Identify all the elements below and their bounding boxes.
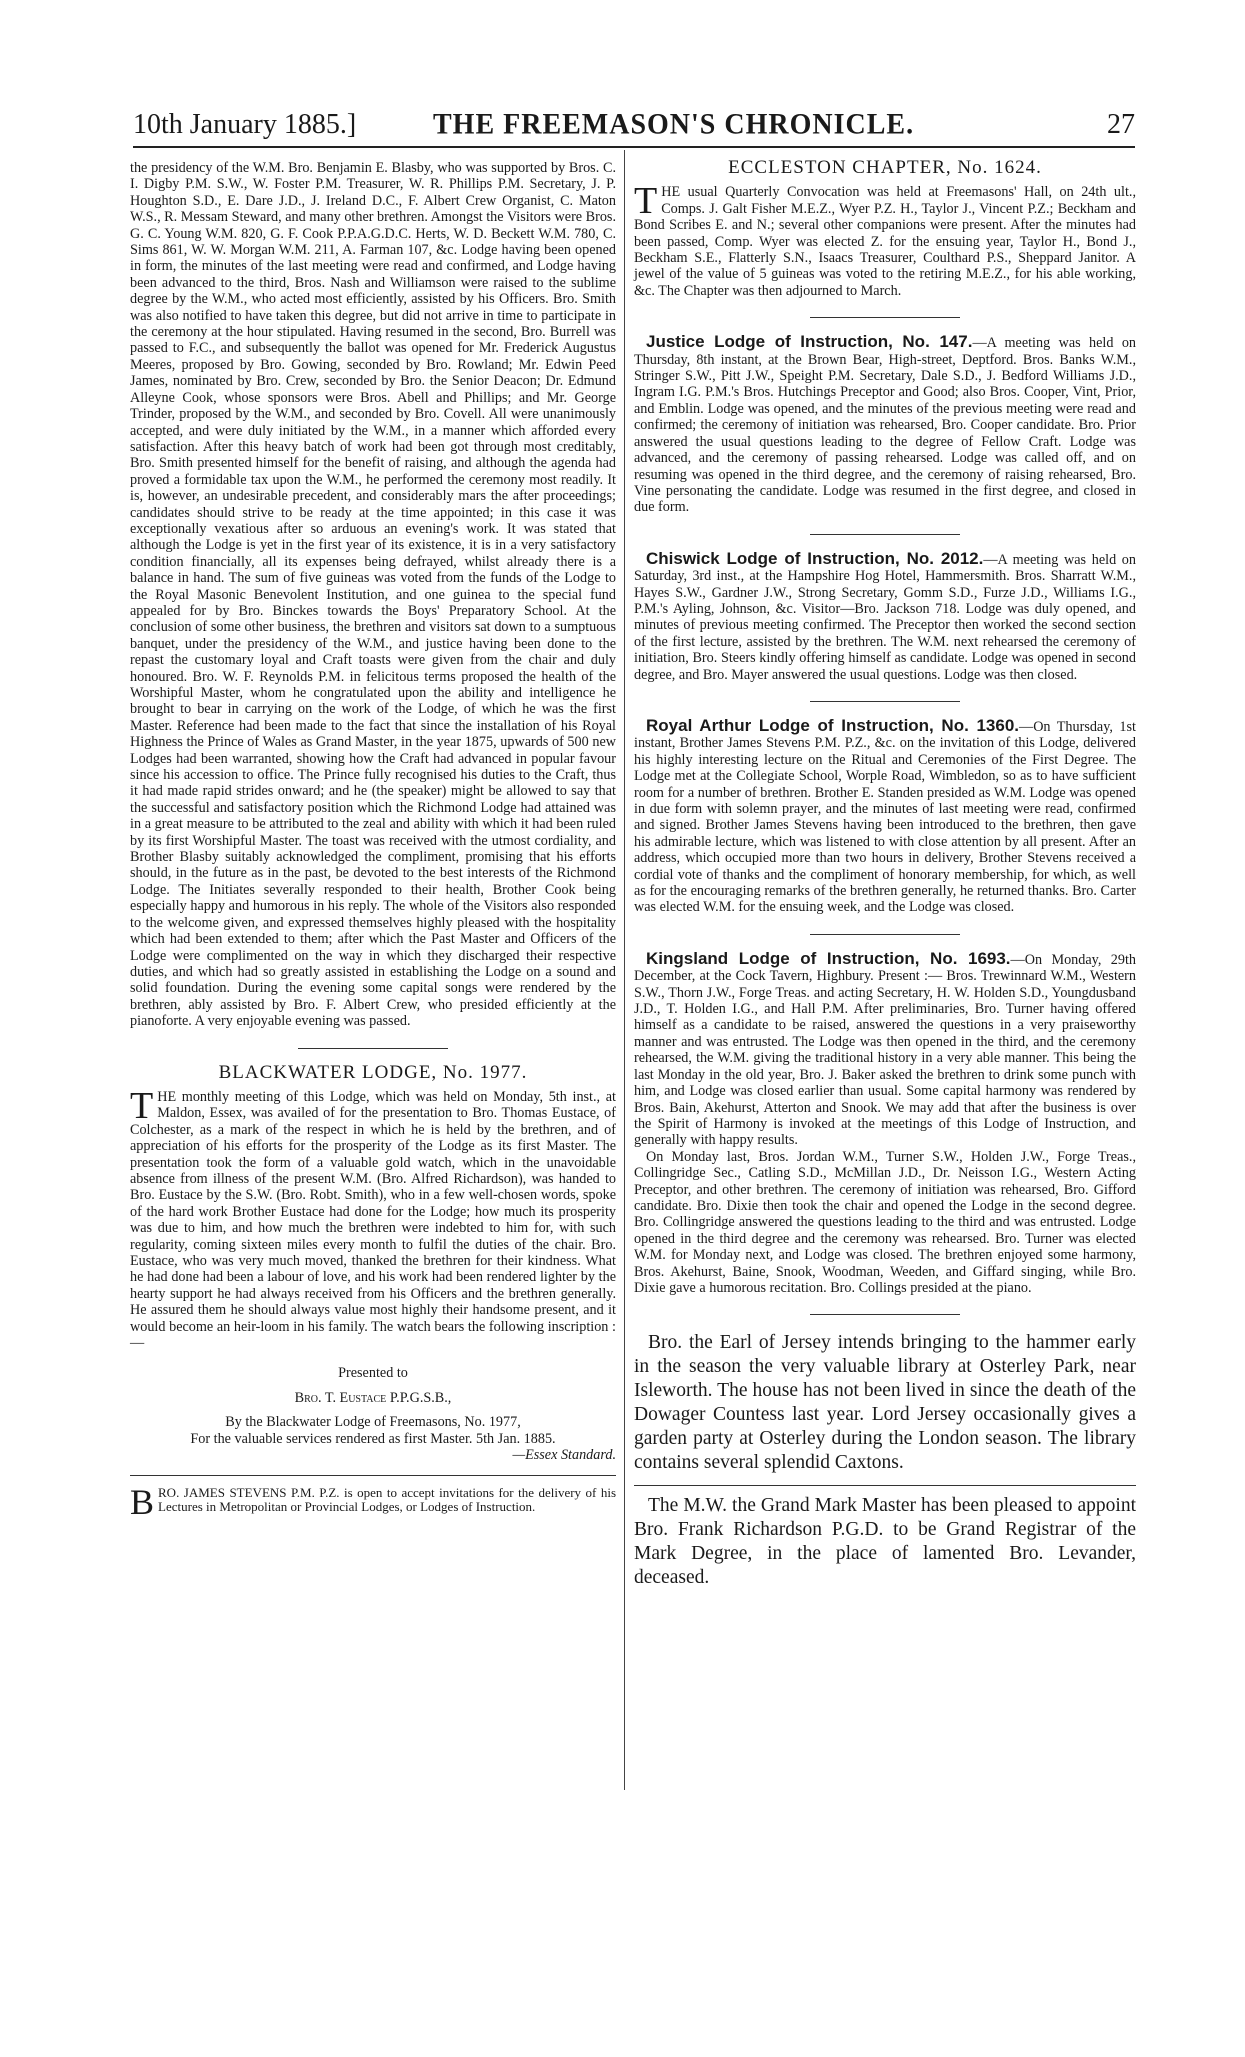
inscription-line-1: Presented to (338, 1365, 408, 1382)
header-date: 10th January 1885.] (133, 109, 357, 140)
royal-arthur-lodge-text: —On Thursday, 1st instant, Brother James Stevens P.M. P.Z., &c. on the invitation of this Lodge, delivered his highly interesting lecture on the Ritual and Ceremonies of the First Degree. The Lodge met at the Collegiate School, Worple Road, Wimbledon, so as to have sufficient room for a number of brethren. Brother E. Standen presided as W.M. Lodge was opened in due form with solemn prayer, and the minutes of last meeting were read, confirmed and signed. Brother James Stevens having been introduced to the brethren, then gave his admirable lecture, which was listened to with close attention by all present. After an address, which occupied more than two hours in delivery, Brother Stevens received a cordial vote of thanks and the compliment of honorary membership, for which, as well as for the encouraging remarks of the brethren generally, he returned thanks. Bro. Carter was elected W.M. for the ensuing week, and the Lodge was closed. (634, 718, 1136, 916)
notice-text: RO. JAMES STEVENS P.M. P.Z. is open to accept invitations for the delivery of his Lectures in Metropolitan or Provincial Lodges, or Lodges of Instruction. (158, 1485, 616, 1515)
kingsland-lodge-report (634, 948, 1136, 1149)
kingsland-lodge-text: —On Monday, 29th December, at the Cock Tavern, Highbury. Present :— Bros. Trewinnard W.M., Western S.W., Thorn J.W., Forge Treas. and acting Secretary, H. W. Holden S.D., Youngdusband J.D., T. Holden I.G., and Hall P.M. After preliminaries, Bro. Turner having offered himself as a candidate to be raised, answered the questions in a very praiseworthy manner and was entrusted. The Lodge was then opened in the third, and the ceremony rehearsed, the W.M. giving the traditional history in a very able manner. This being the last Monday in the old year, Bro. J. Baker asked the brethren to drink some punch with him, and Lodge was closed earlier than usual. Some capital harmony was rendered by Bros. Bain, Akehurst, Atterton and Snook. We may add that after the business is over the Spirit of Harmony is invoked at the meetings of this Lodge of Instruction, and generally with happy results. (634, 951, 1136, 1149)
eccleston-title: ECCLESTON CHAPTER, No. 1624. (728, 157, 1042, 178)
column-divider (624, 150, 625, 1790)
dropcap: B (130, 1482, 155, 1523)
chiswick-lodge-report (634, 548, 1136, 683)
lecture-notice (130, 1482, 616, 1523)
inscription-line-3: By the Blackwater Lodge of Freemasons, No. 1977, (225, 1414, 521, 1431)
section-separator (810, 1314, 960, 1315)
header-title: THE FREEMASON'S CHRONICLE. (433, 108, 915, 141)
right-column (634, 157, 1137, 1590)
page-header (133, 104, 1135, 148)
section-separator (810, 317, 960, 318)
royal-arthur-lodge-report (634, 715, 1136, 916)
page-number: 27 (1107, 109, 1135, 140)
news-items (634, 1331, 1136, 1590)
blackwater-article (130, 1084, 616, 1352)
notice-separator (130, 1475, 616, 1476)
section-separator (810, 934, 960, 935)
justice-lodge-report (634, 334, 1136, 515)
richmond-report-text: the presidency of the W.M. Bro. Benjamin E. Blasby, who was supported by Bros. C. I. Digby P.M. S.W., W. Foster P.M. Treasurer, W. R. Phillips P.M. Secretary, J. P. Houghton S.D., E. Dare J.D., J. Ireland D.C., F. Albert Crew Organist, C. Maton W.S., R. Messam Steward, and many other brethren. Amongst the Visitors were Bros. G. C. Young W.M. 820, G. F. Cook P.P.A.G.D.C. Herts, W. D. Beckett W.M. 780, C. Sims 861, W. W. Morgan W.M. 211, A. Farman 107, &c. Lodge having been opened in form, the minutes of the last meeting were read and confirmed, and Lodge having been advanced to the third, Bros. Nash and Williamson were raised to the sublime degree by the W.M., who acted most efficiently, assisted by his Officers. Bro. Smith was also notified to have taken this degree, but did not arrive in time to participate in the ceremony at the hour stipulated. Having resumed in the second, Bro. Burrell was passed to F.C., and subsequently the ballot was opened for Mr. Frederick Augustus Meeres, proposed by Bro. Gowing, seconded by Bro. Rowland; Mr. Edwin Peed James, nominated by Bro. Crew, seconded by Bro. the Senior Deacon; Dr. Edmund Alleyne Cook, whose sponsors were Bros. Abell and Phillips; and Mr. George Trinder, proposed by the W.M., and seconded by Bro. Covell. All were unanimously accepted, and were duly initiated by the W.M., in a manner which afforded every satisfaction. After this heavy batch of work had been got through most creditably, Bro. Smith presented himself for the benefit of raising, and although the agenda had proved a formidable tax upon the W.M., he performed the ceremony most readily. It is, however, an undesirable precedent, and considerably mars the after proceedings; candidates should strive to be ready at the time appointed; in this case it was exceptionally vexatious after so arduous an evening's work. It was stated that although the Lodge is yet in the first year of its existence, it is in a very satisfactory condition financially, all its expenses being defrayed, whilst already there is a balance in hand. The sum of five guineas was voted from the funds of the Lodge to the Royal Masonic Benevolent Institution, and one guinea to the special fund appealed for by Bro. Binckes towards the Boys' Preparatory School. At the conclusion of some other business, the brethren and visitors sat down to a sumptuous banquet, under the presidency of the W.M., and justice having been done to the repast the customary loyal and Craft toasts were given from the chair and duly honoured. Bro. W. F. Reynolds P.M. in felicitous terms proposed the health of the Worshipful Master, whom he congratulated upon the ability and intelligence he brought to bear in carrying on the work of the Lodge, of which he was the first Master. Reference had been made to the fact that since the installation of his Royal Highness the Prince of Wales as Grand Master, in the year 1875, upwards of 500 new Lodges had been warranted, showing how the Craft had advanced in popular favour since his accession to office. The Prince fully recognised his duties to the Craft, thus it had made rapid strides onward; and he (the speaker) might be allowed to say that the successful and satisfactory position which the Richmond Lodge had attained was in a great measure to be attributed to the zeal and ability with which it had been ruled by its first Worshipful Master. The toast was received with the utmost cordiality, and Brother Blasby suitably acknowledged the compliment, promising that his efforts should, in the future as in the past, be devoted to the best interests of the Richmond Lodge. The Initiates severally responded to their health, Brother Cook being especially happy and humorous in his reply. The whole of the Visitors also responded to the welcome given, and expressed themselves highly pleased with the hospitality which had been extended to them; after which the Past Master and Officers of the Lodge were complimented on the way in which they discharged their respective duties, and which had so greatly assisted in establishing the Lodge on a sound and solid foundation. During the evening some capital songs were rendered by the brethren, ably assisted by Bro. F. Albert Crew, who presided efficiently at the pianoforte. A very enjoyable evening was passed. (130, 160, 616, 1030)
news-separator (634, 1485, 1136, 1486)
news-item-grand-registrar: The M.W. the Grand Mark Master has been pleased to appoint Bro. Frank Richardson P.G.D. to be Grand Registrar of the Mark Degree, in the place of lamented Bro. Levander, deceased. (634, 1495, 1136, 1589)
chiswick-lodge-name: Chiswick Lodge of Instruction, No. 2012. (646, 548, 984, 568)
dropcap: T (130, 1084, 154, 1127)
blackwater-text: HE monthly meeting of this Lodge, which was held on Monday, 5th inst., at Maldon, Essex, was availed of for the presentation to Bro. Thomas Eustace, of Colchester, as a mark of the respect in which he is held by the brethren, and of appreciation of his efforts for the prosperity of the Lodge as its first Master. The presentation took the form of a valuable gold watch, which in the unavoidable absence from illness of the present W.M. (Bro. Alfred Richardson), was handed to Bro. Eustace by the S.W. (Bro. Robt. Smith), who in a few well-chosen words, spoke of the hard work Brother Eustace had done for the Lodge; how much its prosperity was due to him, and how much the brethren were indebted to him for, with such regularity, coming sixteen miles every month to fulfil the duties of the chair. Bro. Eustace, who was very much moved, thanked the brethren for their kindness. What he had done had been a labour of love, and his work had been rendered lighter by the hearty support he had always received from his Officers and the brethren generally. He assured them he should always value most highly their handsome present, and it would become an heir-loom in his family. The watch bears the following inscription :— (130, 1088, 616, 1352)
section-separator (810, 534, 960, 535)
blackwater-title: BLACKWATER LODGE, No. 1977. (218, 1061, 528, 1083)
left-column (130, 160, 616, 1523)
section-separator (810, 701, 960, 702)
justice-lodge-text: —A meeting was held on Thursday, 8th instant, at the Brown Bear, High-street, Deptford. Bros. Banks W.M., Stringer S.W., Pitt J.W., Speight P.M. Secretary, Dale S.D., J. Bedford Williams J.D., Ingram I.G. P.M.'s Bros. Hutchings Preceptor and Good; also Bros. Cooper, Vint, Prior, and Emblin. Lodge was opened, and the minutes of the previous meeting were read and confirmed; the ceremony of initiation was rehearsed, Bro. Cooper candidate. Bro. Prior answered the usual questions leading to the degree of Fellow Craft. Lodge was advanced, and the ceremony of passing rehearsed. Lodge was called off, and on resuming was opened in the third degree, and the ceremony of raising rehearsed, Bro. Vine personating the candidate. Lodge was resumed in the first degree, and closed in due form. (634, 335, 1137, 516)
chiswick-lodge-text: —A meeting was held on Saturday, 3rd inst., at the Hampshire Hog Hotel, Hammersmith. Bros. Sharratt W.M., Hayes S.W., Gardner J.W., Strong Secretary, Gomm S.D., Furze J.D., Williams I.G., P.M.'s Ayling, Johnson, &c. Visitor—Bro. Jackson 718. Lodge was duly opened, and minutes of previous meeting confirmed. The Preceptor then worked the second section of the first lecture, assisted by the brethren. The W.M. next rehearsed the ceremony of initiation, Bro. Steers kindly offering himself as candidate. Lodge was opened in second degree, and Bro. Mayer answered the usual questions. Lodge was then closed. (634, 551, 1136, 683)
section-separator (298, 1048, 448, 1049)
inscription-line-4: For the valuable services rendered as first Master. 5th Jan. 1885. (190, 1430, 556, 1447)
source-credit: —Essex Standard. (512, 1447, 616, 1464)
inscription-line-2: Bro. T. Eustace P.P.G.S.B., (294, 1389, 452, 1406)
kingsland-lodge-name: Kingsland Lodge of Instruction, No. 1693. (646, 948, 1011, 968)
justice-lodge-name: Justice Lodge of Instruction, No. 147. (646, 332, 973, 352)
royal-arthur-lodge-name: Royal Arthur Lodge of Instruction, No. 1360. (646, 715, 1019, 735)
eccleston-article (634, 180, 1136, 299)
kingsland-lodge-text-2: On Monday last, Bros. Jordan W.M., Turner S.W., Holden J.W., Forge Treas., Collingridge Sec., Catling S.D., McMillan J.D., Dr. Neisson I.G., Western Acting Preceptor, and other brethren. The ceremony of initiation was rehearsed, Bro. Gifford candidate. Bro. Dixie then took the chair and opened the Lodge in the second degree. Bro. Collingridge answered the questions leading to the third and was entrusted. Lodge opened in the third degree and the ceremony was rehearsed. Bro. Turner was elected W.M. for Monday next, and Lodge was closed. The brethren enjoyed some harmony, Bros. Akehurst, Baine, Snook, Woodman, Weeden, and Giffard singing, while Bro. Dixie gave a humorous recitation. Bro. Collings presided at the piano. (634, 1148, 1136, 1296)
dropcap: T (634, 180, 658, 223)
eccleston-text: HE usual Quarterly Convocation was held at Freemasons' Hall, on 24th ult., Comps. J. Galt Fisher M.E.Z., Wyer P.Z. H., Taylor J., Vincent P.Z.; Beckham and Bond Scribes E. and N.; several other companions were present. After the minutes had been passed, Comp. Wyer was elected Z. for the ensuing year, Taylor H., Bond J., Beckham S.E., Flatterly S.N., Isaacs Treasurer, Coulthard P.S., Sheppard Janitor. A jewel of the value of 5 guineas was voted to the retiring M.E.Z., for his able working, &c. The Chapter was then adjourned to March. (634, 184, 1136, 299)
news-item-osterley: Bro. the Earl of Jersey intends bringing to the hammer early in the season the very valuable library at Osterley Park, near Isleworth. The house has not been lived in since the death of the Dowager Countess last year. Lord Jersey occasionally gives a garden party at Osterley during the London season. The library contains several splendid Caxtons. (634, 1332, 1136, 1474)
